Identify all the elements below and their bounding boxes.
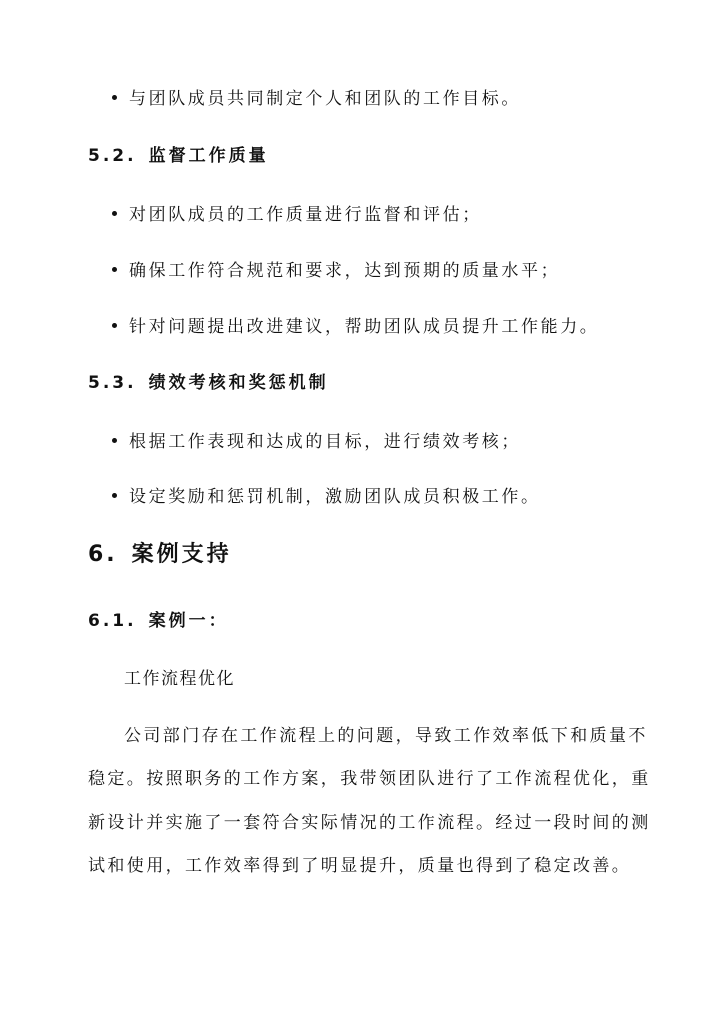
paragraph-line: 稳定。按照职务的工作方案，我带领团队进行了工作流程优化，重 <box>88 769 651 789</box>
bullet-dot-icon <box>112 493 117 498</box>
section-number: 6.1. <box>88 611 137 631</box>
paragraph-line: 试和使用，工作效率得到了明显提升，质量也得到了稳定改善。 <box>88 856 632 876</box>
chapter-number: 6. <box>88 542 118 567</box>
bullet-dot-icon <box>112 95 117 100</box>
section-number: 5.3. <box>88 373 137 393</box>
section-heading-5-3 <box>88 371 329 395</box>
chapter-heading-6 <box>88 540 232 570</box>
bullet-text: 设定奖励和惩罚机制，激励团队成员积极工作。 <box>129 487 541 507</box>
bullet-text: 针对问题提出改进建议，帮助团队成员提升工作能力。 <box>129 317 600 337</box>
paragraph-line: 公司部门存在工作流程上的问题，导致工作效率低下和质量不 <box>124 726 648 746</box>
bullet-item <box>112 430 521 454</box>
section-heading-5-2 <box>88 144 269 168</box>
section-title: 监督工作质量 <box>148 146 269 166</box>
section-title: 案例一： <box>148 611 229 631</box>
bullet-dot-icon <box>112 267 117 272</box>
bullet-item <box>112 259 560 283</box>
bullet-item <box>112 87 521 111</box>
section-heading-6-1 <box>88 609 229 633</box>
bullet-dot-icon <box>112 323 117 328</box>
section-number: 5.2. <box>88 146 137 166</box>
bullet-text: 根据工作表现和达成的目标，进行绩效考核； <box>129 432 521 452</box>
bullet-dot-icon <box>112 438 117 443</box>
case-subtitle: 工作流程优化 <box>124 669 235 689</box>
bullet-dot-icon <box>112 211 117 216</box>
bullet-text: 对团队成员的工作质量进行监督和评估； <box>129 205 482 225</box>
bullet-item <box>112 485 541 509</box>
bullet-text: 与团队成员共同制定个人和团队的工作目标。 <box>129 89 521 109</box>
section-title: 绩效考核和奖惩机制 <box>148 373 329 393</box>
paragraph-line: 新设计并实施了一套符合实际情况的工作流程。经过一段时间的测 <box>88 813 651 833</box>
bullet-item <box>112 203 482 227</box>
bullet-text: 确保工作符合规范和要求，达到预期的质量水平； <box>129 261 561 281</box>
bullet-item <box>112 315 599 339</box>
chapter-title: 案例支持 <box>131 542 232 567</box>
